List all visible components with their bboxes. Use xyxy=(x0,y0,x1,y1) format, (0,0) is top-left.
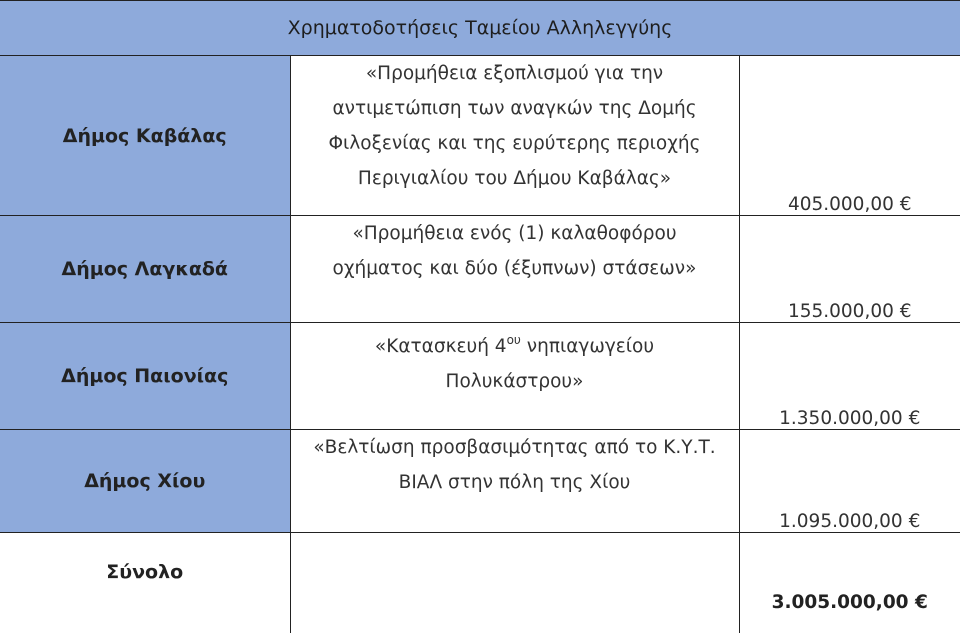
description-line: «Προμήθεια ενός (1) καλαθοφόρου xyxy=(352,223,677,244)
table-title-row xyxy=(0,1,960,56)
total-label: Σύνολο xyxy=(0,533,290,633)
amount-cell: 155.000,00 € xyxy=(739,216,960,323)
municipality-cell: Δήμος Χίου xyxy=(0,430,290,533)
description-line: «Προμήθεια εξοπλισμού για την xyxy=(365,63,664,84)
description-line: Φιλοξενίας και της ευρύτερης περιοχής xyxy=(328,133,701,154)
description-line: «Βελτίωση προσβασιμότητας από το Κ.Υ.Τ. xyxy=(313,437,716,458)
table-row xyxy=(0,56,960,216)
description-line xyxy=(291,323,739,364)
description-line: Περιγιαλίου του Δήμου Καβάλας» xyxy=(357,168,672,189)
description-line: Πολυκάστρου» xyxy=(445,371,584,392)
municipality-cell: Δήμος Καβάλας xyxy=(0,56,290,216)
description-prefix: «Κατασκευή 4 xyxy=(374,336,507,357)
description-cell xyxy=(290,216,739,323)
total-amount: 3.005.000,00 € xyxy=(739,533,960,633)
total-row xyxy=(0,533,960,633)
description-line: αντιμετώπιση των αναγκών της Δομής xyxy=(332,98,697,119)
table-title: Χρηματοδοτήσεις Ταμείου Αλληλεγγύης xyxy=(0,1,960,56)
description-cell xyxy=(290,56,739,216)
description-cell xyxy=(290,430,739,533)
description-line: ΒΙΑΛ στην πόλη της Χίου xyxy=(398,472,631,493)
amount-cell: 405.000,00 € xyxy=(739,56,960,216)
municipality-cell: Δήμος Λαγκαδά xyxy=(0,216,290,323)
ordinal-superscript: ου xyxy=(506,333,521,347)
amount-cell: 1.095.000,00 € xyxy=(739,430,960,533)
description-suffix: νηπιαγωγείου xyxy=(520,336,655,357)
amount-cell: 1.350.000,00 € xyxy=(739,323,960,430)
description-line: οχήματος και δύο (έξυπνων) στάσεων» xyxy=(332,258,697,279)
description-cell xyxy=(290,323,739,430)
table-row xyxy=(0,323,960,430)
total-empty-cell xyxy=(290,533,739,633)
municipality-cell: Δήμος Παιονίας xyxy=(0,323,290,430)
table-row xyxy=(0,430,960,533)
table-row xyxy=(0,216,960,323)
